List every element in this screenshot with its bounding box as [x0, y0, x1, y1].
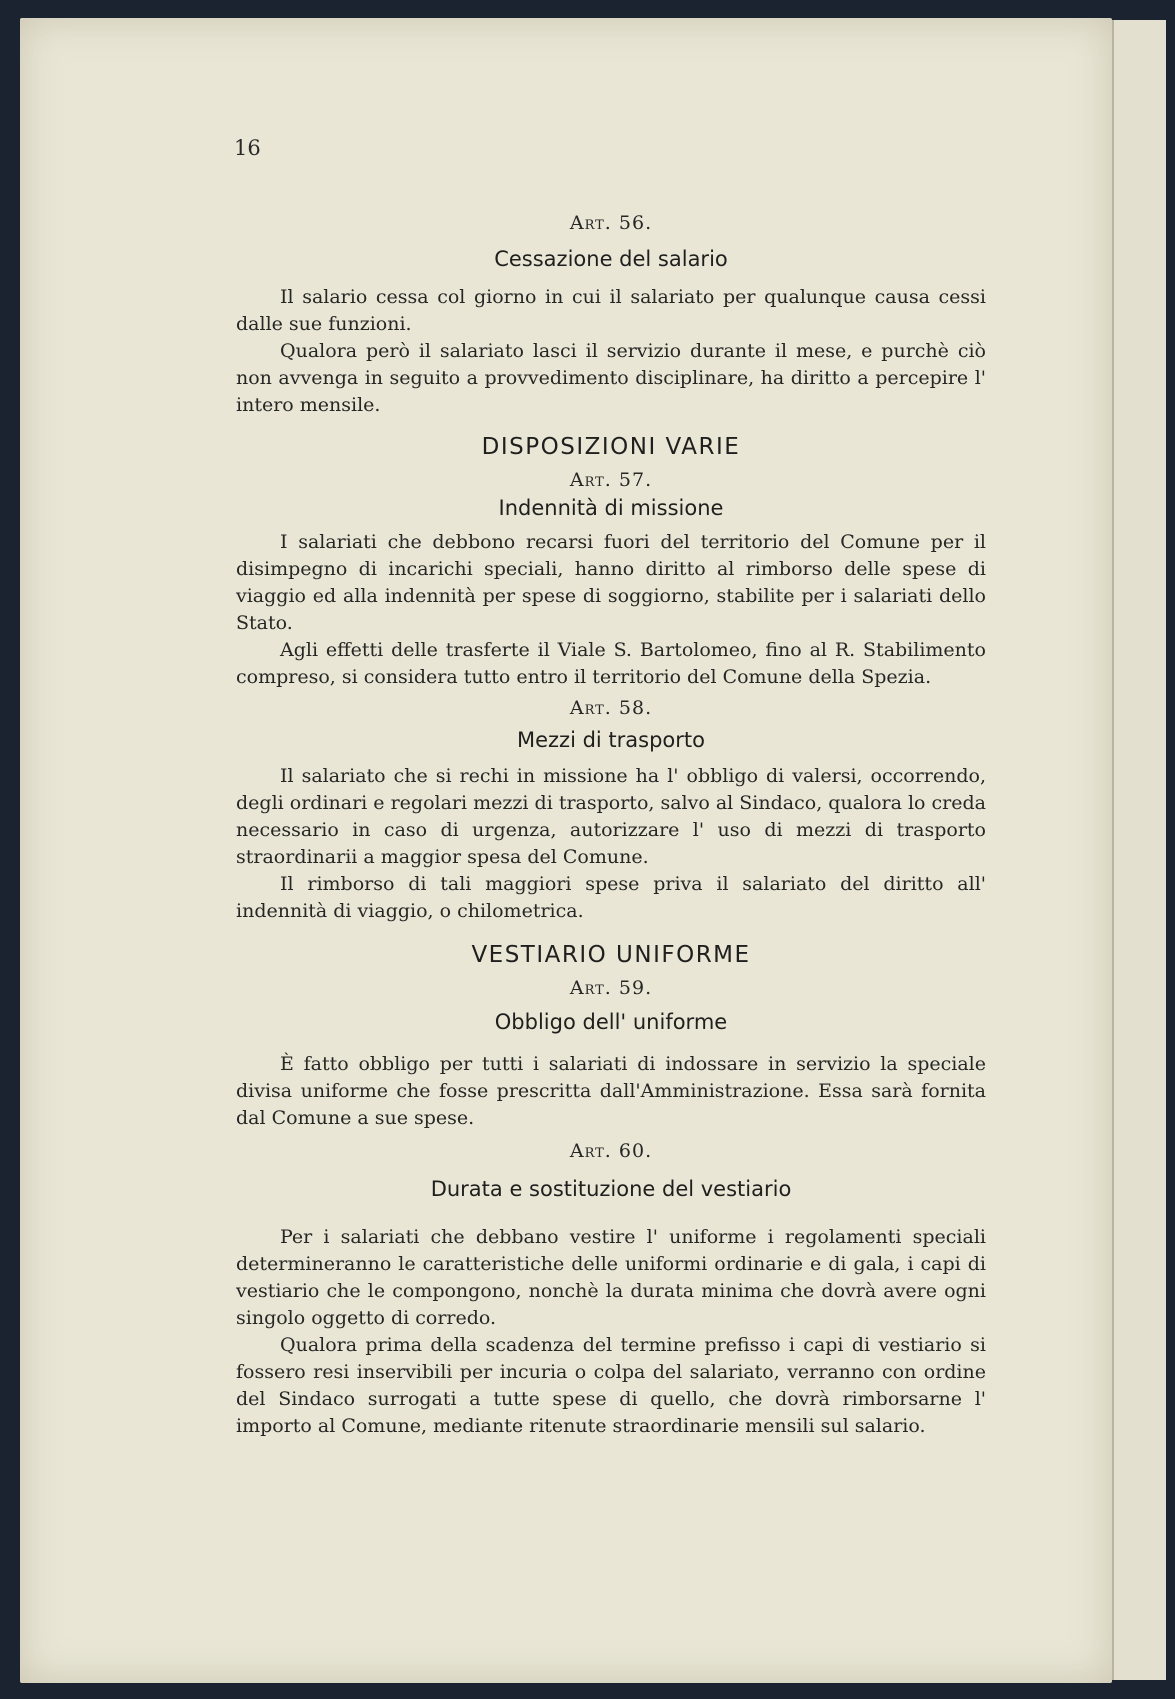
article-58-paragraph: Il salariato che si rechi in missione ha l' obbligo di valersi, occorrendo, degli ordinari e regolari mezzi di trasporto, salvo al Sindaco, qualora lo creda necessario in caso di urgenza, autorizzare l' uso di mezzi di trasporto straordinarii a maggior spesa del Comune. [236, 765, 986, 868]
article-label: Art. [569, 469, 612, 491]
article-56-paragraph: Il salario cessa col giorno in cui il salariato per qualunque causa cessi dalle sue funzioni. [236, 286, 986, 335]
article-number: 59. [618, 977, 653, 999]
page-content [236, 210, 986, 1440]
article-57-paragraph: Agli effetti delle trasferte il Viale S. Bartolomeo, fino al R. Stabilimento compreso, si considera tutto entro il territorio del Comune della Spezia. [236, 639, 986, 688]
article-59-label [236, 975, 986, 1001]
article-59-heading: Obbligo dell' uniforme [494, 1010, 728, 1034]
article-56-label [236, 210, 986, 236]
article-label: Art. [569, 1140, 612, 1162]
article-number: 56. [618, 212, 653, 234]
article-number: 58. [618, 697, 653, 719]
article-number: 60. [618, 1140, 653, 1162]
article-60-paragraph: Per i salariati che debbano vestire l' uniforme i regolamenti speciali determineranno le caratteristiche delle uniformi ordinarie e di gala, i capi di vestiario che le compongono, nonchè la durata minima che dovrà avere ogni singolo oggetto di corredo. [236, 1226, 986, 1329]
article-label: Art. [569, 977, 612, 999]
article-label: Art. [569, 212, 612, 234]
article-label: Art. [569, 697, 612, 719]
article-59-paragraph: È fatto obbligo per tutti i salariati di indossare in servizio la speciale divisa uniforme che fosse prescritta dall'Amministrazione. Essa sarà fornita dal Comune a sue spese. [236, 1053, 986, 1129]
article-60-heading: Durata e sostituzione del vestiario [430, 1177, 792, 1201]
article-57-label [236, 467, 986, 493]
page-number: 16 [234, 136, 261, 160]
article-60-paragraph: Qualora prima della scadenza del termine prefisso i capi di vestiario si fossero resi inservibili per incuria o colpa del salariato, verranno con ordine del Sindaco surrogati a tutte spese di quello, che dovrà rimborsarne l' importo al Comune, mediante ritenute straordinarie mensili sul salario. [236, 1334, 986, 1437]
article-56-paragraph: Qualora però il salariato lasci il servizio durante il mese, e purchè ciò non avvenga in seguito a provvedimento disciplinare, ha diritto a percepire l' intero mensile. [236, 340, 986, 416]
article-58-heading: Mezzi di trasporto [516, 728, 705, 752]
article-60-label [236, 1138, 986, 1164]
article-58-label [236, 695, 986, 721]
adjacent-page-edge [1112, 20, 1166, 1680]
article-56-heading: Cessazione del salario [494, 247, 728, 271]
article-58-paragraph: Il rimborso di tali maggiori spese priva il salariato del diritto all' indennità di viaggio, o chilometrica. [236, 873, 986, 922]
section-title-vestiario-uniforme: VESTIARIO UNIFORME [471, 942, 751, 968]
article-57-heading: Indennità di missione [498, 496, 724, 520]
section-title-disposizioni-varie: DISPOSIZIONI VARIE [481, 434, 741, 460]
article-number: 57. [618, 469, 653, 491]
article-57-paragraph: I salariati che debbono recarsi fuori del territorio del Comune per il disimpegno di incarichi speciali, hanno diritto al rimborso delle spese di viaggio ed alla indennità per spese di soggiorno, stabilite per i salariati dello Stato. [236, 531, 986, 634]
